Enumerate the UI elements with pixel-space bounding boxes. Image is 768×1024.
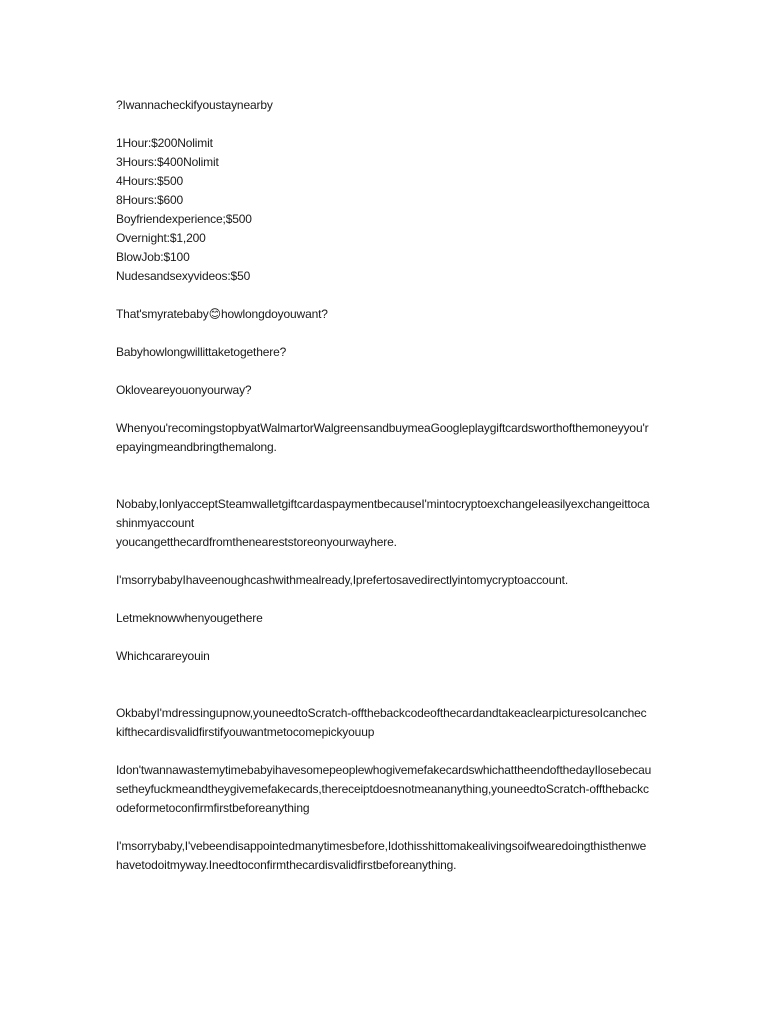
message-paragraph: Whenyou'recomingstopbyatWalmartorWalgreensandbuymeaGoogleplaygiftcardsworthofthemoneyyou'repayingmeandbringthemalong. <box>116 421 649 454</box>
rate-line: 8Hours:$600 <box>116 193 184 207</box>
message-paragraph: Okloveareyouonyourway? <box>116 383 252 397</box>
spacer <box>116 286 652 305</box>
message-paragraph: I'msorrybaby,I'vebeendisappointedmanytimesbefore,Idothisshittomakealivingsoifwearedoingthisthenwehavetodoitmyway.Ineedtoconfirmthecardisvalidfirstbeforeanything. <box>116 839 647 872</box>
rate-line: 1Hour:$200Nolimit <box>116 136 213 150</box>
message-paragraph: That'smyratebaby😊howlongdoyouwant? <box>116 307 328 321</box>
message-paragraph: Babyhowlongwillittaketogethere? <box>116 345 287 359</box>
message-paragraph: Idon'twannawastemytimebabyihavesomepeoplewhogivemefakecardswhichattheendofthedayIlosebecausetheyfuckmeandtheygivemefakecards,thereceiptdoesnotmeananything,youneedtoScratch-offthebackcodeformetoconfirmfirstbeforeanything <box>116 763 652 815</box>
spacer <box>116 115 652 134</box>
intro-line: ?Iwannacheckifyoustaynearby <box>116 98 273 112</box>
document-body <box>116 96 652 875</box>
rate-line: BlowJob:$100 <box>116 250 190 264</box>
message-paragraph: youcangetthecardfromtheneareststoreonyourwayhere. <box>116 535 397 549</box>
message-paragraph: Letmeknowwhenyougethere <box>116 611 263 625</box>
message-paragraph: OkbabyI'mdressingupnow,youneedtoScratch-offthebackcodeofthecardandtakeaclearpicturesoIcancheckifthecardisvalidfirstifyouwantmetocomepickyouup <box>116 706 647 739</box>
spacer <box>116 666 652 704</box>
message-paragraph: I'msorrybabyIhaveenoughcashwithmealready,Iprefertosavedirectlyintomycryptoaccount. <box>116 573 568 587</box>
spacer <box>116 742 652 761</box>
rate-line: 3Hours:$400Nolimit <box>116 155 219 169</box>
spacer <box>116 628 652 647</box>
message-paragraph: Whichcarareyouin <box>116 649 210 663</box>
rate-line: Overnight:$1,200 <box>116 231 206 245</box>
rate-line: Nudesandsexyvideos:$50 <box>116 269 251 283</box>
spacer <box>116 552 652 571</box>
spacer <box>116 590 652 609</box>
rate-line: 4Hours:$500 <box>116 174 184 188</box>
spacer <box>116 400 652 419</box>
spacer <box>116 457 652 495</box>
rate-line: Boyfriendexperience;$500 <box>116 212 252 226</box>
spacer <box>116 362 652 381</box>
message-paragraph: Nobaby,IonlyacceptSteamwalletgiftcardaspaymentbecauseI'mintocryptoexchangeIeasilyexchangeittocashinmyaccount <box>116 497 650 530</box>
spacer <box>116 324 652 343</box>
spacer <box>116 818 652 837</box>
